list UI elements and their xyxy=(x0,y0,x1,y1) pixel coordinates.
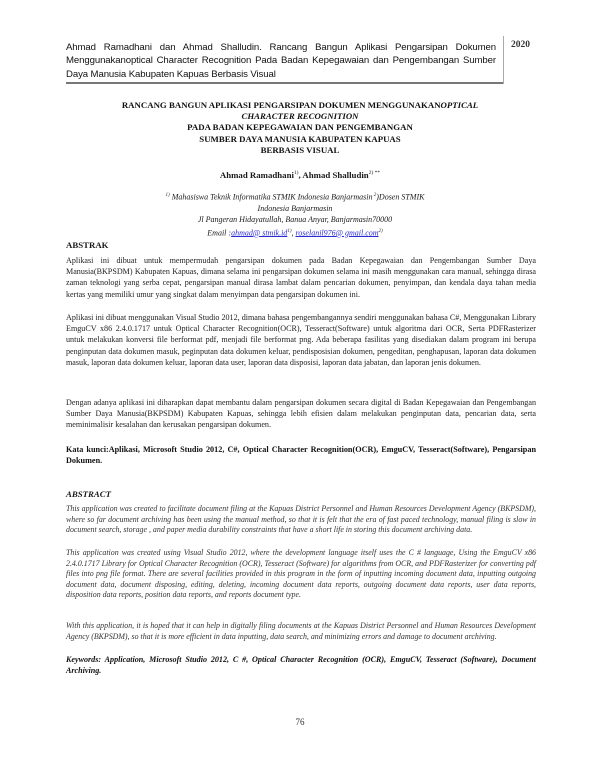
affiliation-lecturer: )Dosen STMIK Indonesia Banjarmasin xyxy=(257,192,425,213)
author-1: Ahmad Ramadhani xyxy=(219,170,294,180)
abstract-paragraph-3: With this application, it is hoped that it can help in digitally filing documents at the Kapuas District Personnel and Human Resources Development Agency (BKPSDM), so that it is more efficient in data inputting, data search, and minimizing errors and damage to document archiving. xyxy=(66,621,536,641)
title-line-2: CHARACTER RECOGNITION xyxy=(241,111,359,122)
author-line xyxy=(60,170,540,180)
author-2-sup: 2) ** xyxy=(368,170,381,177)
header-rule xyxy=(66,82,503,84)
page-number: 76 xyxy=(295,717,305,727)
affiliation-email-line xyxy=(150,226,440,239)
author-separator: , xyxy=(298,170,303,180)
author-1-sup: 1) xyxy=(293,170,299,177)
email-link-1[interactable]: ahmad@ stmik.id xyxy=(231,228,288,238)
abstrak-keywords: Kata kunci:Aplikasi, Microsoft Studio 2012, C#, Optical Character Recognition(OCR), EmguCV, Tesseract(Software), Pengarsipan Dokumen. xyxy=(66,445,536,466)
running-header: Ahmad Ramadhani dan Ahmad Shalludin. Rancang Bangun Aplikasi Pengarsipan Dokumen Menggunakanoptical Character Recognition Pada Badan Kepegawaian dan Pengembangan Sumber Daya Manusia Kabupaten Kapuas Berbasis Visual xyxy=(66,42,496,80)
paper-title xyxy=(60,100,540,156)
title-line-1-italic: OPTICAL xyxy=(440,100,479,110)
header-divider xyxy=(503,36,504,84)
title-line-1-text: RANCANG BANGUN APLIKASI PENGARSIPAN DOKUMEN MENGGUNAKAN xyxy=(121,100,441,110)
abstract-paragraph-1: This application was created to facilitate document filing at the Kapuas District Personnel and Human Resources Development Agency (BKPSDM), where so far document archiving has been using the manual method, so that it is felt that the era of fast paced technology, manual filing is slow in document search, storage , and paper media durability constraints that have a short life in storing this document archiving data. xyxy=(66,504,536,535)
title-line-3: PADA BADAN KEPEGAWAIAN DAN PENGEMBANGAN xyxy=(187,122,413,133)
title-line-5: BERBASIS VISUAL xyxy=(260,144,340,155)
affiliation-address: Jl Pangeran Hidayatullah, Banua Anyar, Banjarmasin70000 xyxy=(197,215,393,225)
author-2: Ahmad Shalludin xyxy=(302,170,369,180)
header-year: 2020 xyxy=(511,40,530,50)
title-line-1 xyxy=(60,100,540,111)
title-line-4: SUMBER DAYA MANUSIA KABUPATEN KAPUAS xyxy=(199,133,401,144)
abstrak-heading: ABSTRAK xyxy=(66,240,109,250)
affiliation xyxy=(150,190,440,239)
affiliation-line-1 xyxy=(150,190,440,214)
abstrak-paragraph-2: Aplikasi ini dibuat menggunakan Visual Studio 2012, dimana bahasa pengembangannya sendiri menggunakan bahasa C#, Menggunakan Library EmguCV x86 2.4.0.1717 untuk Optical Character Recognition(OCR), Tesseract(Software) untuk algoritma dari OCR, Serta PDFRasterizer untuk melakukan konversi file berformat pdf, menjadi file berformat png. Ada beberapa fasilitas yang disediakan dalam program ini berupa penginputan data dokumen masuk, peginputan data dokumen keluar, pendisposisian dokumen, pengeditan, penghapusan, laporan data dokumen masuk, laporan data dokumen keluar, laporan data user, laporan data disposisi, laporan data jabatan, dan laporan jenis dokumen. xyxy=(66,313,536,367)
abstract-paragraph-2: This application was created using Visual Studio 2012, where the development language itself uses the C # language, Using the EmguCV x86 2.4.0.1717 Library for Optical Character Recognition (OCR), Tesseract (Software) for algorithms from OCR, and PDFRasterizer for converting pdf files into png file format. There are several facilities provided in this program in the form of inputting incoming document data, inputting outgoing document data, document disposing, editing, deleting, incoming document data reports, outgoing document data reports, user data reports, disposition data reports, position data reports, and reports document type. xyxy=(66,548,536,600)
affiliation-sup-1: 1) xyxy=(165,193,170,198)
email-1-sup: 1) xyxy=(287,228,292,234)
abstract-heading: ABSTRACT xyxy=(66,489,111,499)
email-label: Email : xyxy=(207,228,232,238)
abstract-keywords: Keywords: Application, Microsoft Studio 2012, C #, Optical Character Recognition (OCR), EmguCV, Tesseract (Software), Document Archiving. xyxy=(66,655,536,675)
email-separator: , xyxy=(291,228,296,238)
affiliation-student: Mahasiswa Teknik Informatika STMIK Indonesia Banjarmasin xyxy=(169,192,373,202)
affiliation-sup-2: 2 xyxy=(372,193,377,198)
abstrak-paragraph-1: Aplikasi ini dibuat untuk mempermudah pengarsipan dokumen pada Badan Kepegawaian dan Pengembangan Sumber Daya Manusia(BKPSDM) Kabupaten Kapuas, dimana selama ini pengarsipan dokumen selama ini masih menggunakan cara manual, sehingga dirasa zaman teknologi yang serba cepat, pengarsipan manual dirasa lambat dalam pencarian dokumen, penyimpan, dan kendala daya tahan media kertas yang memiliki umur yang singkat dalam menyimpan data pengarsipan dokumen ini. xyxy=(66,256,536,299)
abstrak-paragraph-3: Dengan adanya aplikasi ini diharapkan dapat membantu dalam pengarsipan dokumen secara digital di Badan Kepegawaian dan Pengembangan Sumber Daya Manusia(BKPSDM) Kabupaten Kapuas, sehingga lebih efisien dalam melakukan penginputan data, pencarian data, serta meminimalisir kesalahan dan kerusakan pengarsipan dokumen. xyxy=(66,398,536,430)
email-2-sup: 2) xyxy=(378,228,383,234)
email-link-2[interactable]: roselanil976@ gmail.com xyxy=(295,228,379,238)
